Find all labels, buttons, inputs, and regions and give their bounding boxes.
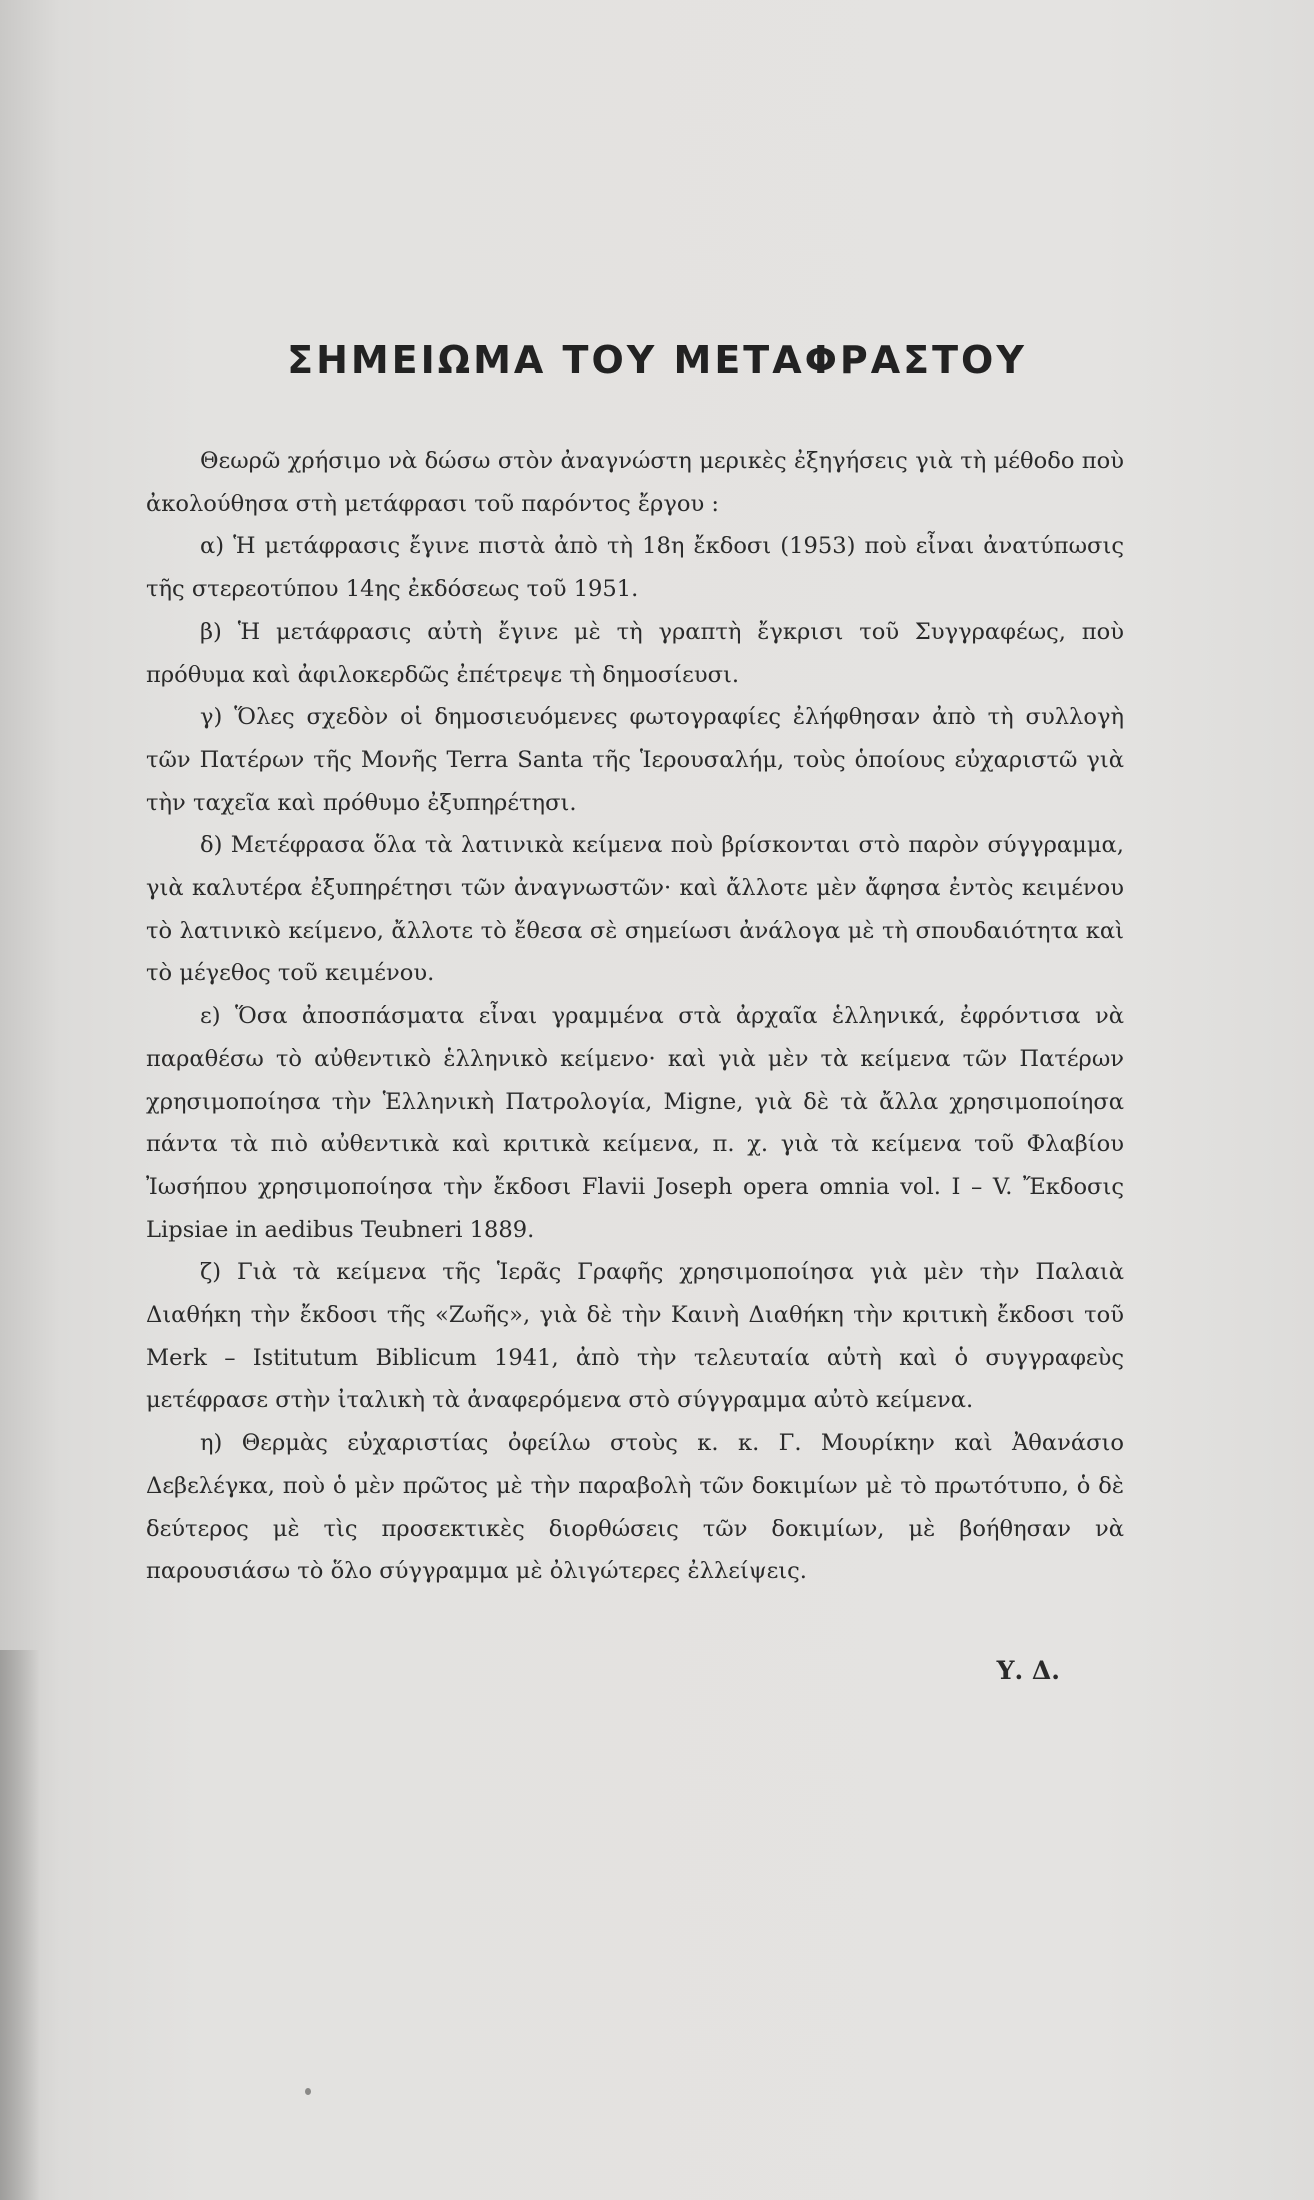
page-title: ΣΗΜΕΙΩΜΑ ΤΟΥ ΜΕΤΑΦΡΑΣΤΟΥ	[287, 338, 1027, 382]
paragraph-intro: Θεωρῶ χρήσιμο νὰ δώσω στὸν ἀναγνώστη μερικὲς ἐξηγήσεις γιὰ τὴ μέθοδο ποὺ ἀκολούθησα στὴ μετάφρασι τοῦ παρόντος ἔργου :	[146, 448, 1124, 517]
page-edge-shadow	[0, 1650, 40, 2200]
paragraph-h: η) Θερμὰς εὐχαριστίας ὀφείλω στοὺς κ. κ. Γ. Μουρίκην καὶ Ἀθανάσιο Δεβελέγκα, ποὺ ὁ μὲν πρῶτος μὲ τὴν παραβολὴ τῶν δοκιμίων μὲ τὸ πρωτότυπο, ὁ δὲ δεύτερος μὲ τὶς προσεκτικὲς διορθώσεις τῶν δοκιμίων, μὲ βοήθησαν νὰ παρουσιάσω τὸ ὅλο σύγγραμμα μὲ ὀλιγώτερες ἐλλείψεις.	[146, 1430, 1124, 1585]
paragraph-b: β) Ἡ μετάφρασις αὐτὴ ἔγινε μὲ τὴ γραπτὴ ἔγκρισι τοῦ Συγγραφέως, ποὺ πρόθυμα καὶ ἀφιλοκερδῶς ἐπέτρεψε τὴ δημοσίευσι.	[146, 618, 1124, 688]
paragraph-a: α) Ἡ μετάφρασις ἔγινε πιστὰ ἀπὸ τὴ 18η ἔκδοσι (1953) ποὺ εἶναι ἀνατύπωσις τῆς στερεοτύπου 14ης ἐκδόσεως τοῦ 1951.	[146, 533, 1124, 603]
paper-speck	[305, 2088, 311, 2095]
paragraph-d: δ) Μετέφρασα ὅλα τὰ λατινικὰ κείμενα ποὺ βρίσκονται στὸ παρὸν σύγγραμμα, γιὰ καλυτέρα ἐξυπηρέτησι τῶν ἀναγνωστῶν· καὶ ἄλλοτε μὲν ἄφησα ἐντὸς κειμένου τὸ λατινικὸ κείμενο, ἄλλοτε τὸ ἔθεσα σὲ σημείωσι ἀνάλογα μὲ τὴ σπουδαιότητα καὶ τὸ μέγεθος τοῦ κειμένου.	[146, 832, 1124, 987]
paragraph-e: ε) Ὅσα ἀποσπάσματα εἶναι γραμμένα στὰ ἀρχαῖα ἑλληνικά, ἐφρόντισα νὰ παραθέσω τὸ αὐθεντικὸ ἑλληνικὸ κείμενο· καὶ γιὰ μὲν τὰ κείμενα τῶν Πατέρων χρησιμοποίησα τὴν Ἑλληνικὴ Πατρολογία, Migne, γιὰ δὲ τὰ ἄλλα χρησιμοποίησα πάντα τὰ πιὸ αὐθεντικὰ καὶ κριτικὰ κείμενα, π. χ. γιὰ τὰ κείμενα τοῦ Φλαβίου Ἰωσήπου χρησιμοποίησα τὴν ἔκδοσι Flavii Joseph opera omnia vol. I – V. Ἔκδοσις Lipsiae in aedibus Teubneri 1889.	[146, 1003, 1124, 1243]
signature-initials: Υ. Δ.	[996, 1656, 1060, 1685]
body-text	[146, 440, 1124, 1593]
paragraph-z: ζ) Γιὰ τὰ κείμενα τῆς Ἱερᾶς Γραφῆς χρησιμοποίησα γιὰ μὲν τὴν Παλαιὰ Διαθήκη τὴν ἔκδοσι τῆς «Ζωῆς», γιὰ δὲ τὴν Καινὴ Διαθήκη τὴν κριτικὴ ἔκδοσι τοῦ Merk – Istitutum Biblicum 1941, ἀπὸ τὴν τελευταία αὐτὴ καὶ ὁ συγγραφεὺς μετέφρασε στὴν ἰταλικὴ τὰ ἀναφερόμενα στὸ σύγγραμμα αὐτὸ κείμενα.	[146, 1259, 1124, 1414]
paragraph-c: γ) Ὅλες σχεδὸν οἱ δημοσιευόμενες φωτογραφίες ἐλήφθησαν ἀπὸ τὴ συλλογὴ τῶν Πατέρων τῆς Μονῆς Terra Santa τῆς Ἱερουσαλήμ, τοὺς ὁποίους εὐχαριστῶ γιὰ τὴν ταχεῖα καὶ πρόθυμο ἐξυπηρέτησι.	[146, 704, 1124, 816]
